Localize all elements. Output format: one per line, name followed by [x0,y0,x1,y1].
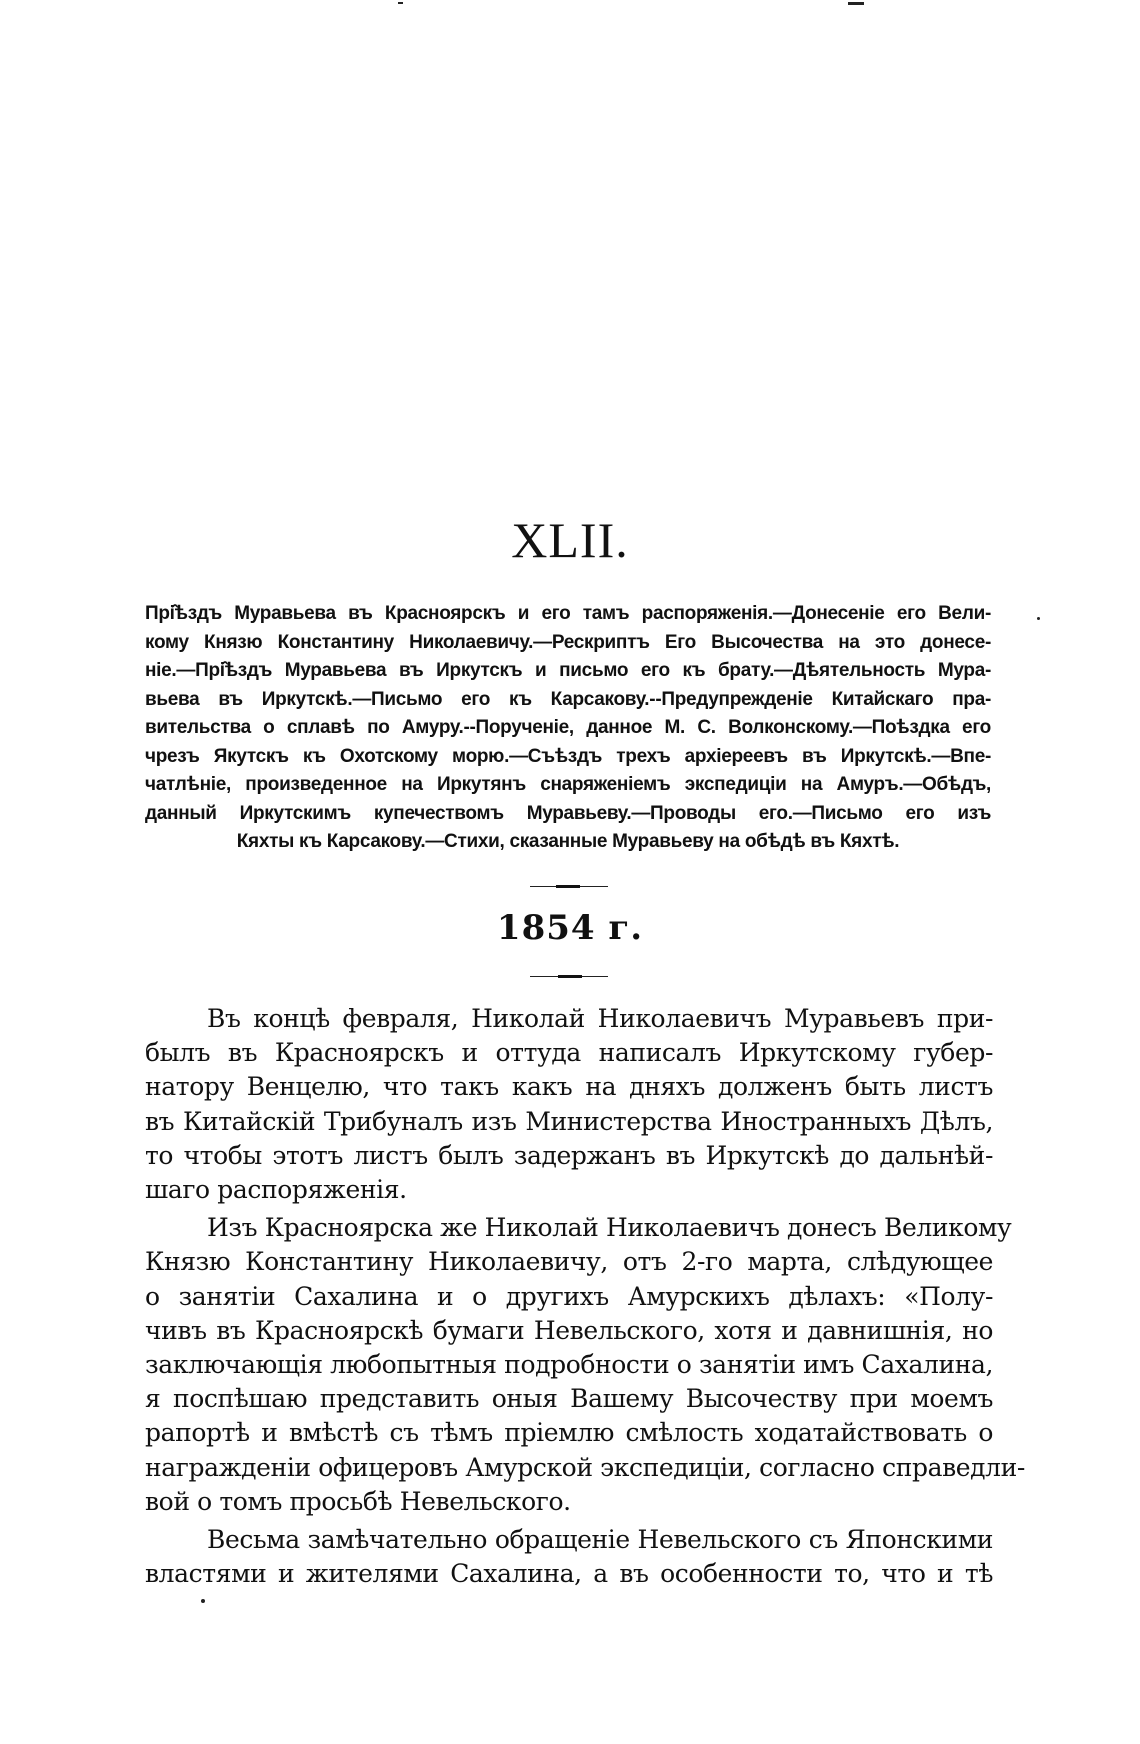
text-line: награжденіи офицеровъ Амурской экспедиціи, согласно справедли- [145,1452,1025,1482]
ornament-rule-bottom [530,976,608,977]
print-speck [1037,617,1040,620]
summary-line: чатлѣніе, произведенное на Иркутянъ снаряженіемъ экспедиціи на Амуръ.—Обѣдъ, [145,774,991,795]
text-line: я поспѣшаю представить оныя Вашему Высочеству при моемъ [145,1384,993,1414]
text-line: чивъ въ Красноярскѣ бумаги Невельского, хотя и давнишнія, но [145,1315,993,1345]
summary-line: Кяхты къ Карсакову.—Стихи, сказанные Муравьеву на обѣдѣ въ Кяхтѣ. [236,831,900,852]
text-line: вой о томъ просьбѣ Невельского. [145,1486,571,1516]
text-line: Весьма замѣчательно обращеніе Невельского съ Японскими [207,1525,993,1555]
text-line: рапортѣ и вмѣстѣ съ тѣмъ пріемлю смѣлость ходатайствовать о [145,1418,993,1448]
chapter-summary [145,600,991,857]
print-speck [848,2,864,5]
summary-line: Прі̂ѣздъ Муравьева въ Красноярскъ и его тамъ распоряженія.—Донесеніе его Вели- [145,603,991,624]
text-line: Изъ Красноярска же Николай Николаевичъ донесъ Великому [207,1213,1012,1243]
ornament-rule-top [530,886,608,887]
text-line: Въ концѣ февраля, Николай Николаевичъ Муравьевъ при- [207,1004,993,1033]
summary-line: данный Иркутскимъ купечествомъ Муравьеву.—Проводы его.—Письмо его изъ [145,802,991,824]
text-line: шаго распоряженія. [145,1175,407,1205]
text-line: властями и жителями Сахалина, а въ особенности то, что и тѣ [145,1559,993,1589]
main-text [145,1002,1025,1591]
text-line: то чтобы этотъ листъ былъ задержанъ въ Иркутскѣ до дальнѣй- [145,1140,993,1170]
text-line: былъ въ Красноярскъ и оттуда написалъ Иркутскому губер- [145,1038,993,1068]
summary-line: чрезъ Якутскъ къ Охотскому морю.—Съѣздъ трехъ архіереевъ въ Иркутскѣ.—Впе- [145,745,991,767]
text-line: о занятіи Сахалина и о другихъ Амурскихъ дѣлахъ: «Полу- [145,1281,993,1311]
summary-line: кому Князю Константину Николаевичу.—Рескриптъ Его Высочества на это донесе- [145,631,991,653]
year-heading: 1854 г. [496,908,644,948]
text-line: натору Венцелю, что такъ какъ на дняхъ долженъ быть листъ [145,1072,993,1102]
chapter-number: XLII. [511,512,629,568]
summary-line: вьева въ Иркутскѣ.—Письмо его къ Карсакову.--Предупрежденіе Китайскаго пра- [145,688,991,710]
print-speck [201,1599,205,1603]
print-speck [398,2,403,4]
text-line: заключающія любопытныя подробности о занятіи имъ Сахалина, [145,1350,994,1380]
text-line: Князю Константину Николаевичу, отъ 2-го марта, слѣдующее [145,1247,993,1277]
summary-line: вительства о сплавѣ по Амуру.--Порученіе, данное М. С. Волконскому.—Поѣздка его [145,717,991,738]
text-line: въ Китайскій Трибуналъ изъ Министерства Иностранныхъ Дѣлъ, [145,1106,993,1136]
summary-line: ніе.—Прі̂ѣздъ Муравьева въ Иркутскъ и письмо его къ брату.—Дѣятельность Мура- [145,660,991,681]
